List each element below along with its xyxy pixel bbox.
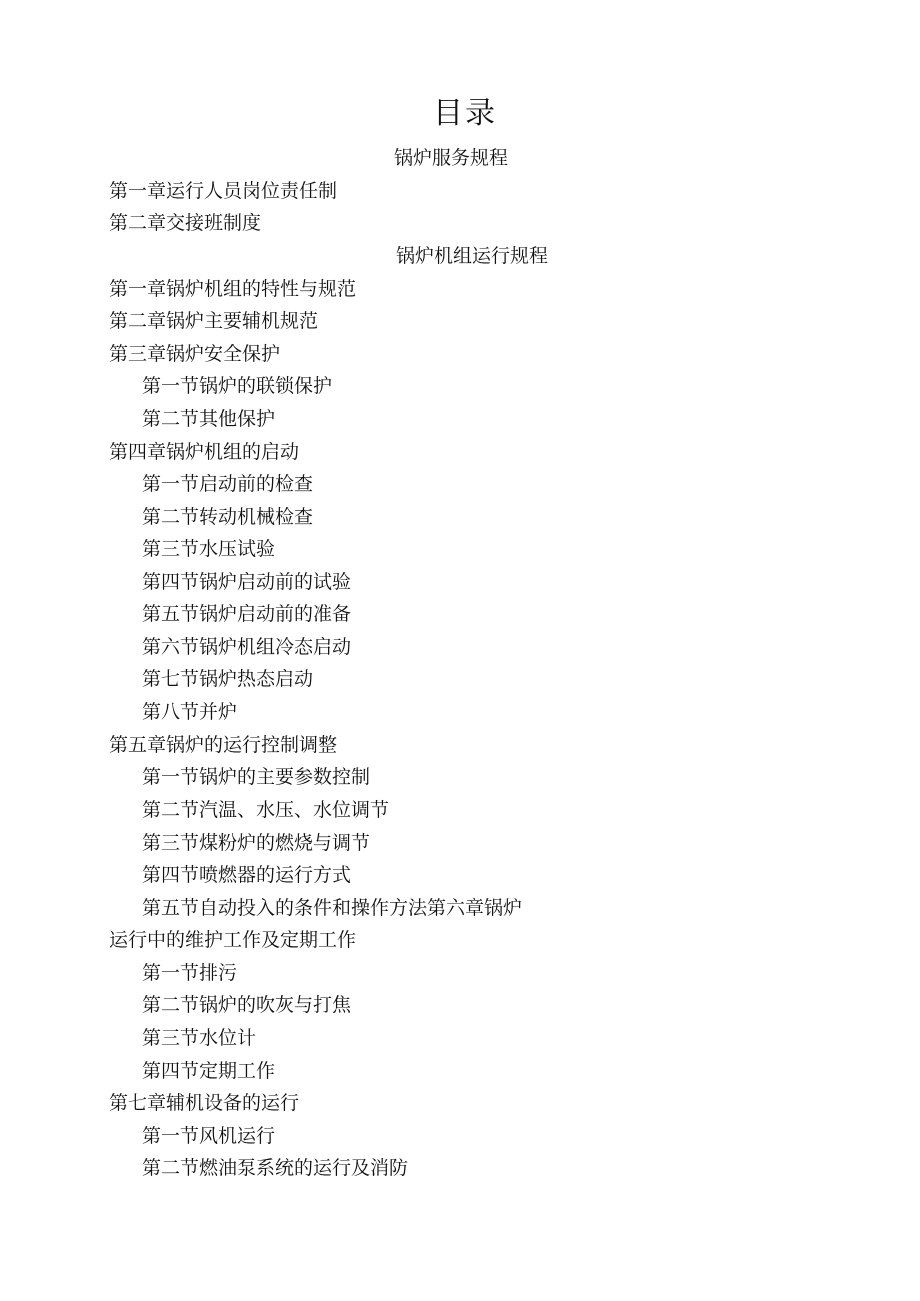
toc-chapter: 第二章锅炉主要辅机规范	[109, 310, 319, 332]
toc-chapter: 第一章运行人员岗位责任制	[109, 180, 338, 202]
toc-section: 第一节风机运行	[142, 1125, 276, 1147]
toc-section: 第三节水压试验	[142, 538, 276, 560]
toc-section: 第四节锅炉启动前的试验	[142, 571, 352, 593]
toc-section: 第二节燃油泵系统的运行及消防	[142, 1157, 409, 1179]
toc-section: 第三节煤粉炉的燃烧与调节	[142, 832, 371, 854]
toc-section: 第二节锅炉的吹灰与打焦	[142, 994, 352, 1016]
toc-chapter-continuation: 运行中的维护工作及定期工作	[109, 929, 357, 951]
toc-section: 第三节水位计	[142, 1027, 257, 1049]
toc-section: 第二节汽温、水压、水位调节	[142, 799, 390, 821]
toc-chapter: 第五章锅炉的运行控制调整	[109, 734, 338, 756]
toc-section: 第二节其他保护	[142, 408, 276, 430]
toc-chapter: 第七章辅机设备的运行	[109, 1092, 300, 1114]
toc-section: 第五节自动投入的条件和操作方法第六章锅炉	[142, 897, 523, 919]
toc-section: 第五节锅炉启动前的准备	[142, 603, 352, 625]
toc-section: 第一节排污	[142, 962, 238, 984]
toc-section: 第四节喷燃器的运行方式	[142, 864, 352, 886]
toc-section: 第四节定期工作	[142, 1060, 276, 1082]
toc-section: 第二节转动机械检查	[142, 506, 314, 528]
toc-chapter: 第二章交接班制度	[109, 212, 262, 234]
toc-section: 第七节锅炉热态启动	[142, 668, 314, 690]
toc-title: 目录	[433, 96, 497, 131]
toc-section: 第六节锅炉机组冷态启动	[142, 636, 352, 658]
toc-chapter: 第三章锅炉安全保护	[109, 343, 281, 365]
toc-section: 第八节并炉	[142, 701, 238, 723]
toc-section: 第一节锅炉的主要参数控制	[142, 766, 371, 788]
toc-section: 第一节启动前的检查	[142, 473, 314, 495]
toc-section: 第一节锅炉的联锁保护	[142, 375, 333, 397]
toc-chapter: 第四章锅炉机组的启动	[109, 441, 300, 463]
toc-part-heading: 锅炉服务规程	[393, 147, 508, 169]
toc-part-heading: 锅炉机组运行规程	[395, 245, 548, 267]
toc-chapter: 第一章锅炉机组的特性与规范	[109, 278, 357, 300]
